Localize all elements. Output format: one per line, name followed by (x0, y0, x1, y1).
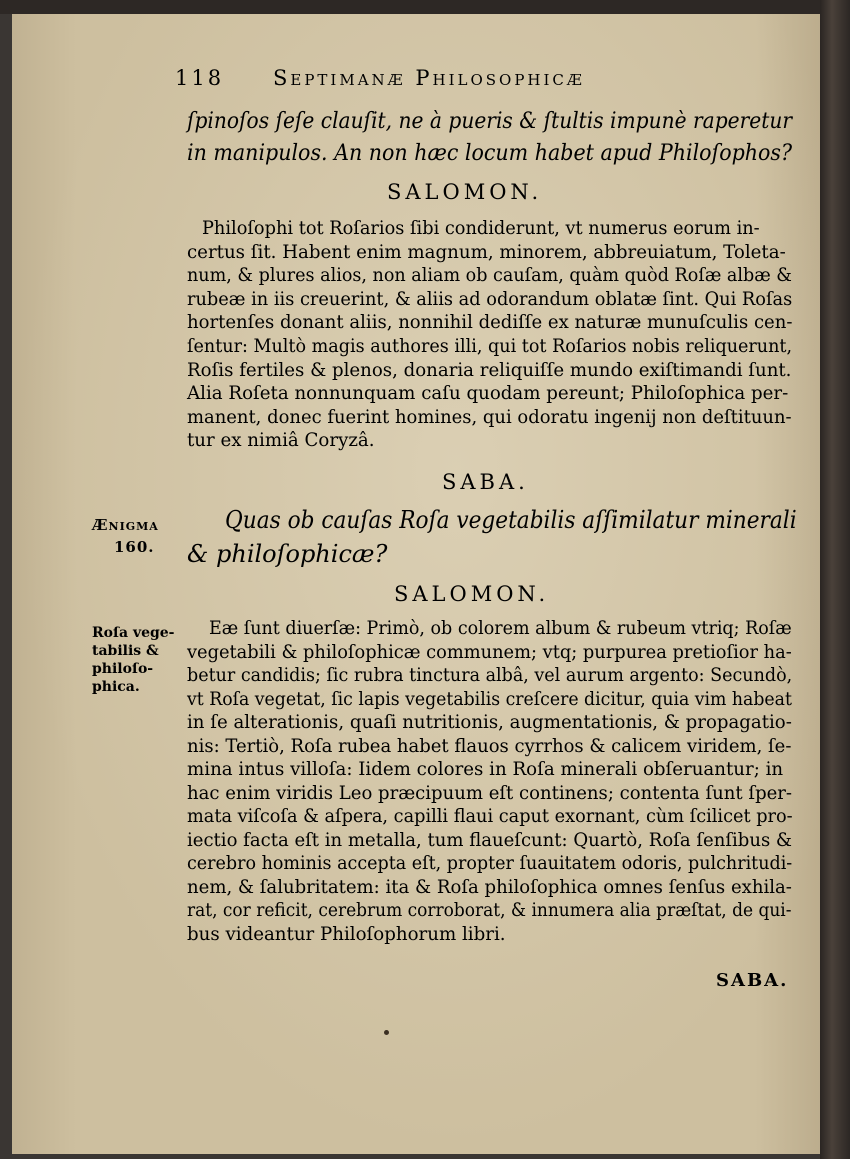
text-line: in ſe alterationis, quaſi nutritionis, augmentationis, & propagatio- (187, 712, 792, 733)
speaker-heading-saba: SABA. (442, 470, 529, 494)
catchword: SABA. (716, 970, 789, 991)
page-number: 118 (175, 66, 225, 90)
text-line: vegetabili & philoſophicæ communem; vtq; purpurea pretioſior ha- (187, 641, 792, 663)
margin-note-line: philoſo- (92, 661, 154, 677)
margin-note-line: 160. (114, 538, 155, 556)
speaker-heading-salomon: SALOMON. (394, 582, 550, 606)
margin-note-line: tabilis & (92, 643, 159, 659)
text-line: mata viſcoſa & aſpera, capilli flaui caput exornant, cùm ſcilicet pro- (187, 806, 793, 827)
text-line: nem, & ſalubritatem: ita & Roſa philoſophica omnes ſenſus exhila- (187, 876, 792, 898)
scan-top-edge (0, 0, 850, 14)
text-line: bus videantur Philoſophorum libri. (187, 923, 506, 945)
text-line: mina intus villoſa: Iidem colores in Roſa minerali obſeruantur; in (187, 759, 784, 780)
text-line: vt Roſa vegetat, ſic lapis vegetabilis creſcere dicitur, quia vim habeat (187, 688, 792, 710)
text-line: Eæ ſunt diuerſæ: Primò, ob colorem album & rubeum vtriq; Roſæ (209, 618, 792, 639)
intro-line: in manipulos. An non hæc locum habet apud Philoſophos? (187, 140, 793, 166)
text-line: ſentur: Multò magis authores illi, qui tot Roſarios nobis reliquerunt, (187, 336, 793, 357)
text-line: manent, donec fuerint homines, qui odoratu ingenij non deſtituun- (187, 406, 792, 428)
text-line: Philoſophi tot Roſarios ſibi condiderunt, vt numerus eorum in- (202, 218, 760, 239)
question-line: Quas ob cauſas Roſa vegetabilis aſſimilatur minerali (225, 506, 797, 534)
text-line: tur ex nimiâ Coryzâ. (187, 430, 375, 452)
margin-note-line: phica. (92, 679, 140, 695)
text-line: Alia Roſeta nonnunquam caſu quodam pereunt; Philoſophica per- (187, 383, 789, 405)
printer-mark-dot (384, 1030, 389, 1035)
running-title: Septimanæ Philosophicæ (273, 66, 585, 90)
margin-note-line: Roſa vege- (92, 625, 175, 641)
scan-right-edge (820, 0, 850, 1159)
speaker-heading-salomon: SALOMON. (387, 180, 543, 204)
margin-note-aenigma (92, 514, 159, 558)
text-line: rat, cor reficit, cerebrum corroborat, & innumera alia præſtat, de qui- (187, 900, 792, 921)
intro-line: ſpinoſos ſeſe clauſit, ne à pueris & ſtultis impunè raperetur (187, 108, 793, 134)
text-line: num, & plures alios, non aliam ob cauſam, quàm quòd Roſæ albæ & (187, 265, 792, 287)
question-line: & philoſophicæ? (187, 540, 388, 568)
text-line: iectio facta eſt in metalla, tum flaueſcunt: Quartò, Roſa ſenſibus & (187, 829, 793, 851)
text-line: Roſis fertiles & plenos, donaria reliquiſſe mundo exiſtimandi ſunt. (187, 359, 792, 381)
text-line: cerebro hominis accepta eſt, propter ſuauitatem odoris, pulchritudi- (187, 853, 793, 874)
text-line: certus ſit. Habent enim magnum, minorem, abbreuiatum, Toleta- (187, 241, 786, 263)
text-line: rubeæ in iis creuerint, & aliis ad odorandum oblatæ ſint. Qui Roſas (187, 288, 793, 310)
text-line: hortenſes donant aliis, nonnihil dediſſe ex naturæ munuſculis cen- (187, 312, 793, 334)
text-line: hac enim viridis Leo præcipuum eſt continens; contenta ſunt ſper- (187, 782, 793, 804)
margin-note-rosa (92, 624, 175, 696)
text-line: nis: Tertiò, Roſa rubea habet flauos cyrrhos & calicem viridem, ſe- (187, 735, 792, 757)
margin-note-line: Ænigma (92, 516, 159, 534)
text-line: betur candidis; ſic rubra tinctura albâ, vel aurum argento: Secundò, (187, 665, 793, 686)
